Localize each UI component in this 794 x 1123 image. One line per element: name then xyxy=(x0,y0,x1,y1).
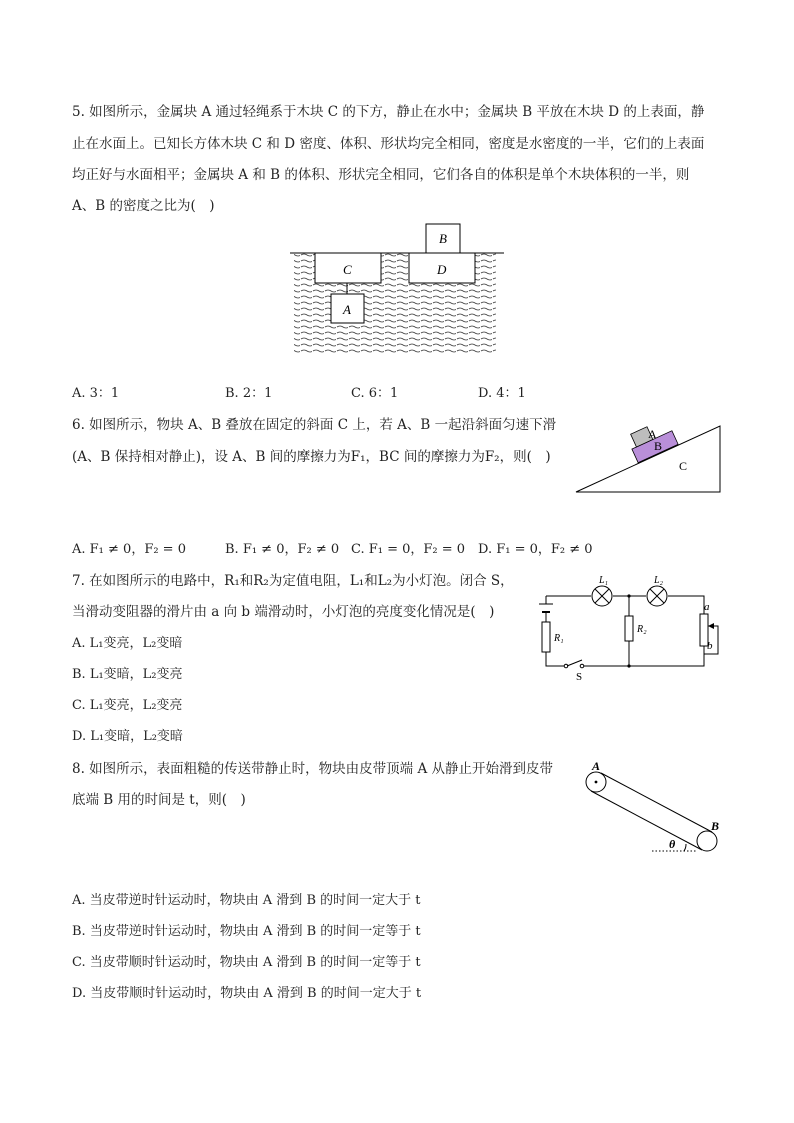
q8-option-c[interactable]: C. 当皮带顺时针运动时，物块由 A 滑到 B 的时间一定等于 t xyxy=(72,955,421,970)
junction-top xyxy=(627,594,630,597)
q5-option-a[interactable]: A. 3：1 xyxy=(72,386,120,401)
wire-bottom xyxy=(584,646,704,666)
q6-option-b[interactable]: B. F₁ ≠ 0，F₂ ≠ 0 xyxy=(225,542,340,557)
q5-stem-line-3: 均正好与水面相平；金属块 A 和 B 的体积、形状完全相同，它们各自的体积是单个木块体积的一半，则 xyxy=(72,167,690,183)
q8-conveyor-figure xyxy=(580,760,725,860)
q7-stem-line-2: 当滑动变阻器的滑片由 a 向 b 端滑动时，小灯泡的亮度变化情况是( ) xyxy=(72,604,495,620)
end-a-label: A xyxy=(592,759,601,773)
q5-option-d[interactable]: D. 4：1 xyxy=(478,386,526,401)
q7-option-b[interactable]: B. L₁变暗，L₂变亮 xyxy=(72,667,183,682)
q8-stem-line-1: 8. 如图所示，表面粗糙的传送带静止时，物块由皮带顶端 A 从静止开始滑到皮带 xyxy=(72,761,554,777)
angle-arc xyxy=(684,844,686,851)
junction-bottom xyxy=(627,664,630,667)
block-d-label: D xyxy=(437,262,447,277)
block-a-label: A xyxy=(648,427,657,441)
block-a-label: A xyxy=(343,302,351,317)
q7-option-a[interactable]: A. L₁变亮，L₂变暗 xyxy=(72,636,183,651)
q7-option-c[interactable]: C. L₁变亮，L₂变亮 xyxy=(72,698,183,713)
end-a-label: a xyxy=(704,601,710,613)
q6-option-d[interactable]: D. F₁ = 0，F₂ ≠ 0 xyxy=(478,542,593,557)
lamp-l2-label: L₂ xyxy=(654,575,664,586)
end-b-label: b xyxy=(707,640,713,652)
r2-label: R₂ xyxy=(637,624,647,635)
lamp-l1-label: L₁ xyxy=(599,575,609,586)
q6-stem-line-1: 6. 如图所示，物块 A、B 叠放在固定的斜面 C 上，若 A、B 一起沿斜面匀速下滑 xyxy=(72,417,557,433)
switch-label: S xyxy=(576,671,583,683)
q5-option-b[interactable]: B. 2：1 xyxy=(225,386,273,401)
q7-option-d[interactable]: D. L₁变暗，L₂变暗 xyxy=(72,729,183,744)
pulley-b xyxy=(697,831,717,851)
block-b-label: B xyxy=(654,439,663,453)
incline-c-label: C xyxy=(679,459,688,473)
q7-stem-line-1: 7. 在如图所示的电路中，R₁和R₂为定值电阻，L₁和L₂为小灯泡。闭合 S， xyxy=(72,573,514,589)
q5-option-c[interactable]: C. 6：1 xyxy=(351,386,399,401)
q5-stem-line-4: A、B 的密度之比为( ) xyxy=(72,198,215,214)
pulley-a-center xyxy=(595,781,598,784)
switch-lever[interactable] xyxy=(567,660,582,666)
belt-lower xyxy=(591,791,702,850)
belt-upper xyxy=(601,773,712,832)
wire-top-right xyxy=(668,596,704,614)
q7-circuit-figure xyxy=(536,574,728,684)
q8-stem-line-2: 底端 B 用的时间是 t，则( ) xyxy=(72,792,246,808)
angle-label: θ xyxy=(669,837,676,851)
q5-stem-line-1: 5. 如图所示，金属块 A 通过轻绳系于木块 C 的下方，静止在水中；金属块 B 平放在木块 D 的上表面，静 xyxy=(72,104,705,120)
q8-option-a[interactable]: A. 当皮带逆时针运动时，物块由 A 滑到 B 的时间一定大于 t xyxy=(72,893,421,908)
q6-stem-line-2: (A、B 保持相对静止)，设 A、B 间的摩擦力为F₁，BC 间的摩擦力为F₂，则( ) xyxy=(72,449,551,465)
q6-option-c[interactable]: C. F₁ = 0，F₂ = 0 xyxy=(351,542,466,557)
resistor-r2 xyxy=(625,616,633,641)
q8-option-d[interactable]: D. 当皮带顺时针运动时，物块由 A 滑到 B 的时间一定大于 t xyxy=(72,986,422,1001)
q6-option-a[interactable]: A. F₁ ≠ 0，F₂ = 0 xyxy=(72,542,186,557)
r1-label: R₁ xyxy=(554,633,564,644)
wire-left-bot xyxy=(546,652,564,666)
resistor-r1 xyxy=(542,622,550,652)
q6-incline-figure xyxy=(573,418,723,496)
q8-option-b[interactable]: B. 当皮带逆时针运动时，物块由 A 滑到 B 的时间一定等于 t xyxy=(72,924,421,939)
q5-water-figure xyxy=(288,222,508,357)
block-c-label: C xyxy=(343,262,352,277)
end-b-label: B xyxy=(711,819,720,833)
q5-stem-line-2: 止在水面上。已知长方体木块 C 和 D 密度、体积、形状均完全相同，密度是水密度的一半，它们的上表面 xyxy=(72,136,705,152)
slider-arrow[interactable] xyxy=(708,623,714,629)
switch-contact-right xyxy=(580,664,584,668)
block-b-label: B xyxy=(439,231,447,246)
